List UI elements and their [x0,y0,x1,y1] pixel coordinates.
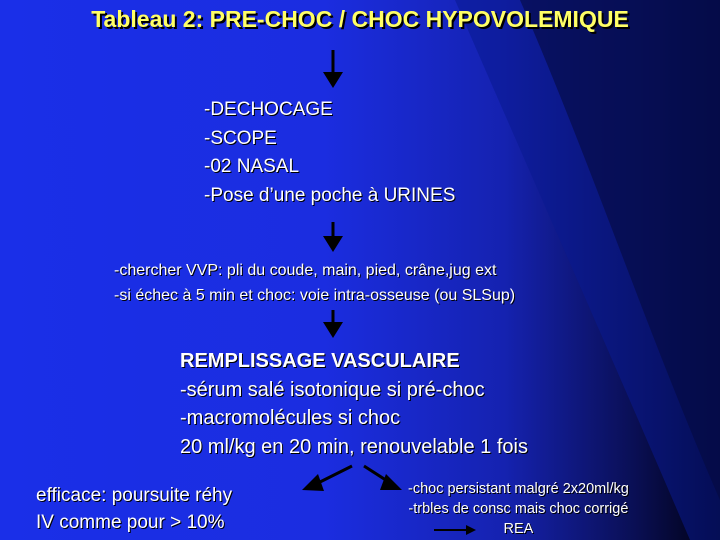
outcome-persistent-shock [408,479,629,539]
step3-line: 20 ml/kg en 20 min, renouvelable 1 fois [180,435,528,458]
arrow-left-branch-icon [302,466,352,491]
outcome-right-line: REA [503,521,534,537]
outcome-effective [36,482,232,536]
arrow-down-2-icon [323,222,343,252]
step1-actions [204,96,455,210]
step2-line: -si échec à 5 min et choc: voie intra-osseuse (ou SLSup) [114,286,516,304]
step2-venous-access [114,259,515,308]
step3-fluid-resuscitation [180,347,528,461]
arrow-down-1-icon [323,50,343,88]
step1-line: -02 NASAL [204,156,300,177]
arrow-down-3-icon [323,310,343,338]
step3-line: -sérum salé isotonique si pré-choc [180,378,485,401]
step3-line: -macromolécules si choc [180,407,401,429]
step3-heading: REMPLISSAGE VASCULAIRE [180,350,460,372]
outcome-right-line: -trbles de consc mais choc corrigé [408,501,629,517]
step1-line: -DECHOCAGE [204,99,333,120]
step1-line: -Pose d’une poche à URINES [204,184,456,206]
step2-line: -chercher VVP: pli du coude, main, pied, crâne,jug ext [114,262,497,279]
outcome-right-line: -choc persistant malgré 2x20ml/kg [408,481,629,497]
outcome-left-line: IV comme pour > 10% [36,512,225,533]
arrow-right-branch-icon [364,466,402,490]
page-title: Tableau 2: PRE-CHOC / CHOC HYPOVOLEMIQUE [91,6,629,32]
step1-line: -SCOPE [204,127,277,149]
outcome-left-line: efficace: poursuite réhy [36,485,233,506]
